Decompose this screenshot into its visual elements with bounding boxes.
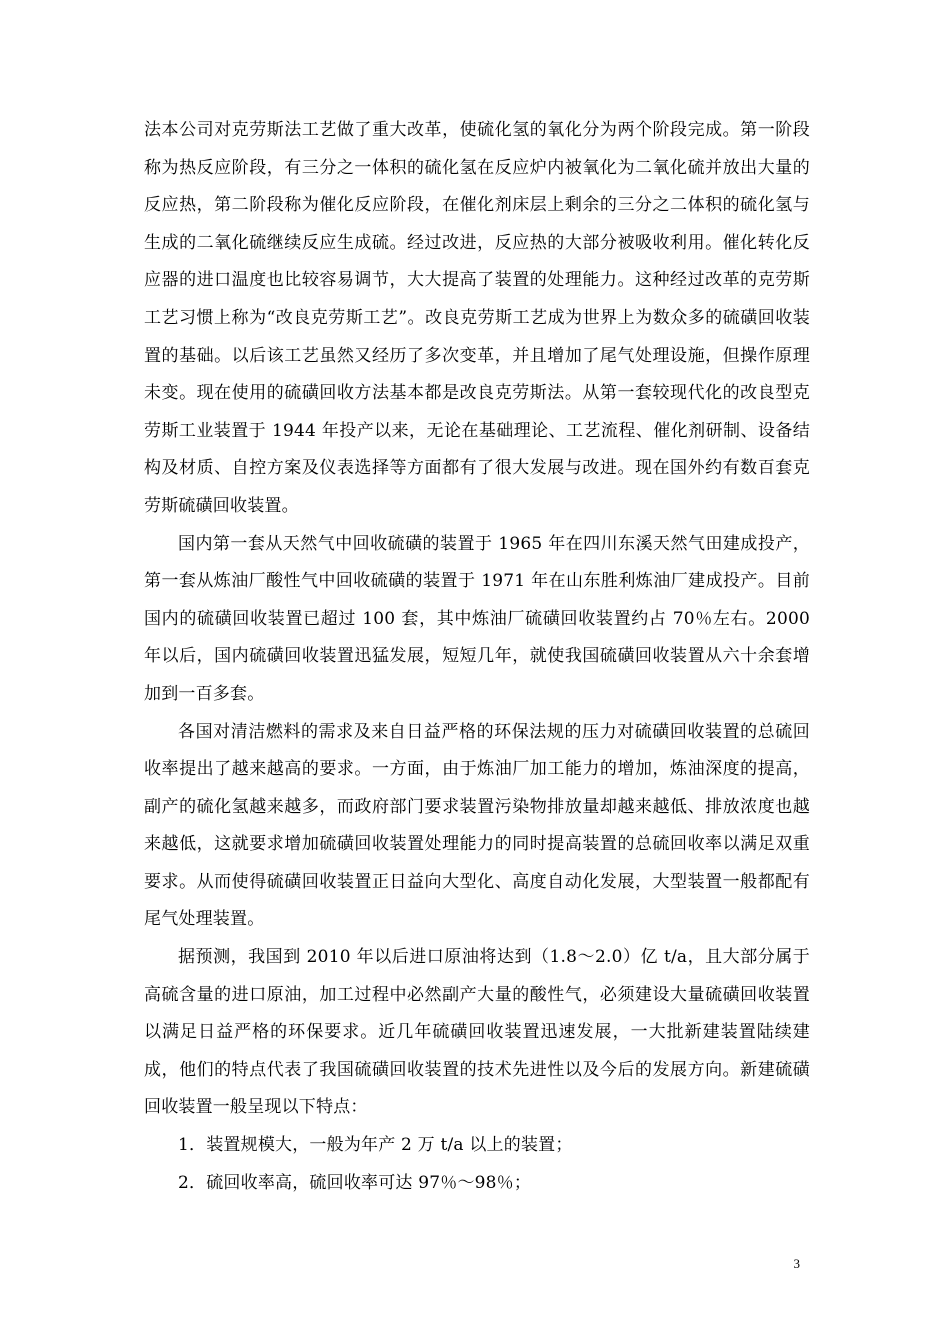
paragraph: 国内第一套从天然气中回收硫磺的装置于 1965 年在四川东溪天然气田建成投产，第一套从炼油厂酸性气中回收硫磺的装置于 1971 年在山东胜利炼油厂建成投产。目前国内的硫磺回收装置已超过 100 套，其中炼油厂硫磺回收装置约占 70％左右。2000 年以后，国内硫磺回收装置迅猛发展，短短几年，就使我国硫磺回收装置从六十余套增加到一百多套。 — [144, 533, 810, 704]
paragraph: 据预测，我国到 2010 年以后进口原油将达到（1.8～2.0）亿 t/a，且大部分属于高硫含量的进口原油，加工过程中必然副产大量的酸性气，必须建设大量硫磺回收装置以满足日益严格的环保要求。近几年硫磺回收装置迅速发展，一大批新建装置陆续建成，他们的特点代表了我国硫磺回收装置的技术先进性以及今后的发展方向。新建硫磺回收装置一般呈现以下特点： — [144, 947, 810, 1118]
body-text — [144, 112, 810, 1202]
page-number: 3 — [793, 1256, 800, 1271]
list-item: 1．装置规模大，一般为年产 2 万 t/a 以上的装置； — [178, 1135, 573, 1156]
paragraph: 各国对清洁燃料的需求及来自日益严格的环保法规的压力对硫磺回收装置的总硫回收率提出了越来越高的要求。一方面，由于炼油厂加工能力的增加，炼油深度的提高，副产的硫化氢越来越多，而政府部门要求装置污染物排放量却越来越低、排放浓度也越来越低，这就要求增加硫磺回收装置处理能力的同时提高装置的总硫回收率以满足双重要求。从而使得硫磺回收装置正日益向大型化、高度自动化发展，大型装置一般都配有尾气处理装置。 — [144, 721, 810, 930]
list-item: 2．硫回收率高，硫回收率可达 97％～98％； — [178, 1172, 532, 1193]
paragraph: 法本公司对克劳斯法工艺做了重大改革，使硫化氢的氧化分为两个阶段完成。第一阶段称为热反应阶段，有三分之一体积的硫化氢在反应炉内被氧化为二氧化硫并放出大量的反应热，第二阶段称为催化反应阶段，在催化剂床层上剩余的三分之二体积的硫化氢与生成的二氧化硫继续反应生成硫。经过改进，反应热的大部分被吸收利用。催化转化反应器的进口温度也比较容易调节，大大提高了装置的处理能力。这种经过改革的克劳斯工艺习惯上称为“改良克劳斯工艺”。改良克劳斯工艺成为世界上为数众多的硫磺回收装置的基础。以后该工艺虽然又经历了多次变革，并且增加了尾气处理设施，但操作原理未变。现在使用的硫磺回收方法基本都是改良克劳斯法。从第一套较现代化的改良型克劳斯工业装置于 1944 年投产以来，无论在基础理论、工艺流程、催化剂研制、设备结构及材质、自控方案及仪表选择等方面都有了很大发展与改进。现在国外约有数百套克劳斯硫磺回收装置。 — [144, 120, 810, 516]
